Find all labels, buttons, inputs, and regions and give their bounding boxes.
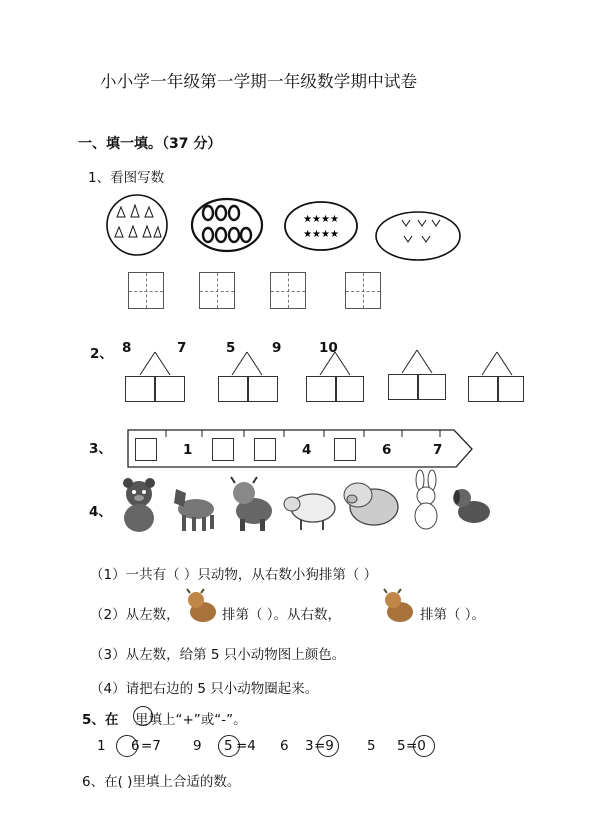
question-2-label: 2、 <box>90 346 113 362</box>
q4-part4: （4）请把右边的 5 只小动物圈起来。 <box>90 681 319 697</box>
split2-right: 9 <box>272 340 282 356</box>
question-6-label: 6、在( )里填上合适的数。 <box>82 774 241 790</box>
split4-box-a[interactable] <box>388 374 418 400</box>
split1-box-b[interactable] <box>155 376 185 402</box>
eq4-result: =0 <box>406 738 426 754</box>
ruler-number-1: 1 <box>183 442 193 458</box>
animal-rabbit <box>406 470 446 532</box>
split3-box-b[interactable] <box>336 376 364 402</box>
animal-bear <box>117 478 161 534</box>
split2-box-a[interactable] <box>218 376 248 402</box>
q4-part3: （3）从左数，给第 5 只小动物图上颜色。 <box>90 647 346 663</box>
animal-cow-small-2 <box>380 588 418 628</box>
ruler-box-3[interactable] <box>254 438 276 461</box>
ruler-box-1[interactable] <box>135 438 157 461</box>
svg-text:★★★★: ★★★★ <box>303 229 339 240</box>
split1-right: 7 <box>177 340 187 356</box>
question-5-label-end: 里填上“+”或“-”。 <box>135 712 247 728</box>
split1-left: 8 <box>122 340 132 356</box>
q4-part1: （1）一共有（ ）只动物，从右数小狗排第（ ） <box>90 567 378 583</box>
eq3-a: 6 <box>280 738 289 754</box>
eq3-result: =9 <box>314 738 334 754</box>
animal-sheep <box>281 486 341 532</box>
split3-box-a[interactable] <box>306 376 336 402</box>
split1-box-a[interactable] <box>125 376 155 402</box>
question-5-label <box>82 708 118 728</box>
split3-top: 10 <box>319 340 338 356</box>
animal-pig <box>338 475 404 531</box>
q4-part2-end: 排第（ ）。 <box>420 607 486 623</box>
eq2-b: 5 <box>224 738 233 754</box>
section-heading: 一、填一填。（37 分） <box>78 136 222 152</box>
q4-part2-mid: 排第（ ）。从右数， <box>222 607 342 623</box>
eq1-a: 1 <box>97 738 106 754</box>
animal-cow <box>226 475 282 535</box>
ruler-number-6: 6 <box>382 442 392 458</box>
animal-horse <box>164 479 222 535</box>
number-ruler <box>122 427 477 472</box>
ruler-box-4[interactable] <box>334 438 356 461</box>
question-3-label: 3、 <box>89 441 112 457</box>
animal-cow-small-1 <box>183 588 221 628</box>
question-5-label-start: 5、在 <box>82 712 119 728</box>
eq4-a: 5 <box>367 738 376 754</box>
question-1-label: 1、看图写数 <box>88 170 165 186</box>
q4-part2-start: （2）从左数， <box>90 607 180 623</box>
split2-left: 5 <box>226 340 236 356</box>
eq4-b: 5 <box>397 738 406 754</box>
split5-box-a[interactable] <box>468 376 498 402</box>
split2-box-b[interactable] <box>248 376 278 402</box>
split4-box-b[interactable] <box>418 374 446 400</box>
svg-text:★★★★: ★★★★ <box>303 214 339 225</box>
eq2-a: 9 <box>193 738 202 754</box>
ruler-number-7: 7 <box>433 442 443 458</box>
animal-dog <box>450 484 494 530</box>
eq3-b: 3 <box>305 738 314 754</box>
ruler-number-4: 4 <box>302 442 312 458</box>
question-4-label: 4、 <box>89 504 112 520</box>
split5-box-b[interactable] <box>498 376 524 402</box>
page-title: 小小学一年级第一学期一年级数学期中试卷 <box>100 72 418 91</box>
ruler-box-2[interactable] <box>212 438 234 461</box>
eq1-b: 6 <box>131 738 140 754</box>
eq1-result: =7 <box>141 738 161 754</box>
eq2-result: =4 <box>236 738 256 754</box>
